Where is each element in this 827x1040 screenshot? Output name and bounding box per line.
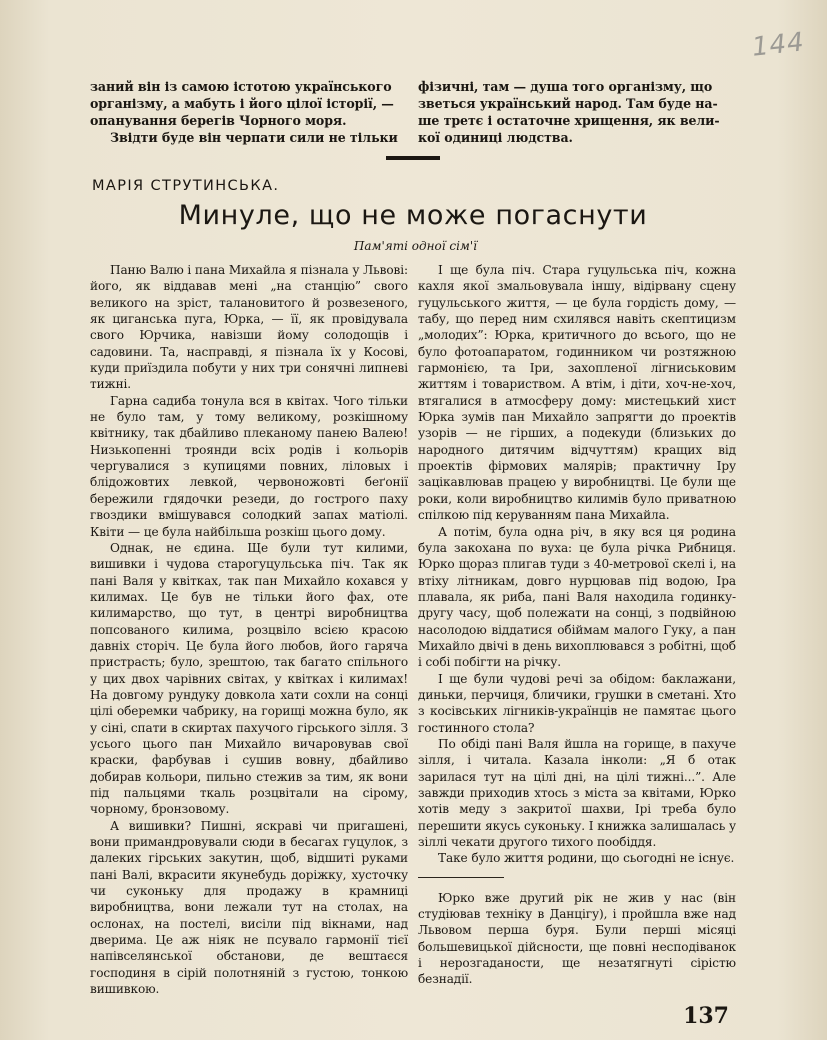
text-line: ше третє і остаточне хрищення, як вели- bbox=[418, 113, 720, 128]
article-column-right bbox=[418, 262, 736, 988]
paragraph: По обіді пані Валя йшла на горище, в пахуче зілля, і читала. Казала інколи: „Я б отак зарилася тут на цілі дні, на цілі тижні...”. Але завжди приходив хтось з міста за квітами, Юрко хотів меду з закритої шахви, Ірі треба було перешити якусь суконьку. І книжка залишалась у зіллі чекати другого тихого пообіддя. bbox=[418, 736, 736, 850]
text-line: організму, а мабуть і його цілої історії, — bbox=[90, 96, 394, 111]
paragraph: Гарна садиба тонула вся в квітах. Чого тільки не було там, у тому великому, розкішному квітнику, так дбайливо плеканому панею Валею! Низькопенні троянди всіх родів і кольорів чергувалися з купицями повних, ліловых і блідожовтих левкой, червоножовті беґонії бережили гдядочки резеди, до гострого паху гвоздики вмішувався солодкий запах матіолі. Квіти — це була найбільша розкіш цього дому. bbox=[90, 393, 408, 539]
text-line: фізичні, там — душа того організму, що bbox=[418, 79, 713, 94]
pencil-margin-note: 144 bbox=[750, 27, 807, 63]
text-line: опанування берегів Чорного моря. bbox=[90, 113, 347, 128]
paragraph: Таке було життя родини, що сьогодні не існує. bbox=[438, 851, 735, 866]
paragraph: І ще були чудові речі за обідом: баклажани, диньки, перчиця, бличики, грушки в сметані. Хто з косівських лігників-українців не памятає цього гостинного стола? bbox=[418, 671, 736, 735]
text-line: заний він із самою істотою українського bbox=[90, 79, 392, 94]
paragraph: Юрко вже другий рік не жив у нас (він студіював техніку в Данцігу), і пройшла вже над Львовом перша буря. Були перші місяці большевицької дійсности, ще повні несподіванок і нерозгаданости, ще незатягнуті сірістю безнадії. bbox=[418, 890, 736, 987]
continued-text-left bbox=[90, 78, 408, 146]
article-column-left bbox=[90, 262, 408, 997]
section-divider bbox=[386, 156, 440, 160]
text-separator bbox=[418, 877, 504, 878]
paragraph: А потім, була одна річ, в яку вся ця родина була закохана по вуха: це була річка Рибниця. Юрко щораз плигав туди з 40-метрової скелі і, на втіху літникам, довго нурцював під водою, Іра плавала, як риба, пані Валя находила годинку-другу часу, щоб полежати на сонці, з подвійною насолодою віддатися обіймам малого Гуку, а пан Михайло двічі в день вихоплювався з робітні, щоб і собі побігти на річку. bbox=[418, 524, 736, 670]
text-line: кої одиниці людства. bbox=[418, 130, 573, 145]
text-line: зветься український народ. Там буде на- bbox=[418, 96, 718, 111]
paragraph: А вишивки? Пишні, яскраві чи пригашені, вони примандровували сюди в бесагах гуцулок, з далеких гірських закутин, щоб, відшиті руками пані Валі, вкрасити якунебудь доріжку, хусточку чи суконьку для продажу в крамниці виробництва, вони лежали тут на столах, на ослонах, на постелі, висіли під вікнами, над дверима. Це аж ніяк не псувало гармонії тієї напівселянської обстанови, де вештаєся господиня в сірій полотняній з густою, тонкою вишивкою. bbox=[90, 818, 408, 997]
paragraph: Паню Валю і пана Михайла я пізнала у Львові: його, як віддавав мені „на станцію” свого великого на зріст, талановитого й розвезеного, як циганська пуга, Юрка, — її, як провідувала свого Юрчика, навізши йому солодощів і садовини. Та, насправді, я пізнала їх у Косові, куди приїздила побути у них три сонячні липневі тижні. bbox=[90, 263, 408, 392]
text-line: Звідти буде він черпати сили не тільки bbox=[110, 130, 398, 145]
continued-text-right bbox=[418, 78, 736, 146]
page-number: 137 bbox=[683, 1003, 729, 1029]
paragraph: І ще була піч. Стара гуцульська піч, кожна кахля якої змальовувала іншу, відірвану сцену гуцульського життя, — це була гордість дому, — табу, що перед ним схилявся навіть скептицизм „молодих”: Юрка, критичного до всього, що не було фотоапаратом, годинником чи розтяжною гармонією, та Іри, захопленої лігниськовим життям і товариством. А втім, і діти, хоч-не-хоч, втягалися в атмосферу дому: мистецький хист Юрка зумів пан Михайло запрягти до проектів узорів — не гірших, а подекуди (близьких до народного дитячим відчуттям) кращих від проектів фірмових малярів; практичну Іру зацікавлював працею у виробництві. Це були ще роки, коли виробництво килимів було приватною спілкою під керуванням пана Михайла. bbox=[418, 263, 736, 523]
paragraph: Однак, не єдина. Ще були тут килими, вишивки і чудова старогуцульська піч. Так як пані Валя у квітках, так пан Михайло кохався у килимах. Це був не тільки його фах, оте килимарство, що тут, в центрі виробництва попсованого килима, розцвіло всією красою давніх сторіч. Це була його любов, його гаряча пристрасть; було, зрештою, так багато спільного у цих двох чарівних світах, у квітках і килимах! На довгому рундуку довкола хати сохли на сонці цілі оберемки чабрику, на горищі можна було, як у сіні, спати в скиртах пахучого гірського зілля. З усього цього пан Михайло вичаровував свої краски, фарбував і сушив вовну, дбайливо добирав кольори, пильно стежив за тим, як вони під пальцями ткаль розцвітали на сірому, чорному, бронзовому. bbox=[90, 540, 408, 817]
article-dedication: Пам'яті одної сім'ї bbox=[353, 239, 477, 253]
article-title: Минуле, що не може погаснути bbox=[178, 200, 648, 231]
article-author: МАРІЯ СТРУТИНСЬКА. bbox=[92, 178, 280, 194]
